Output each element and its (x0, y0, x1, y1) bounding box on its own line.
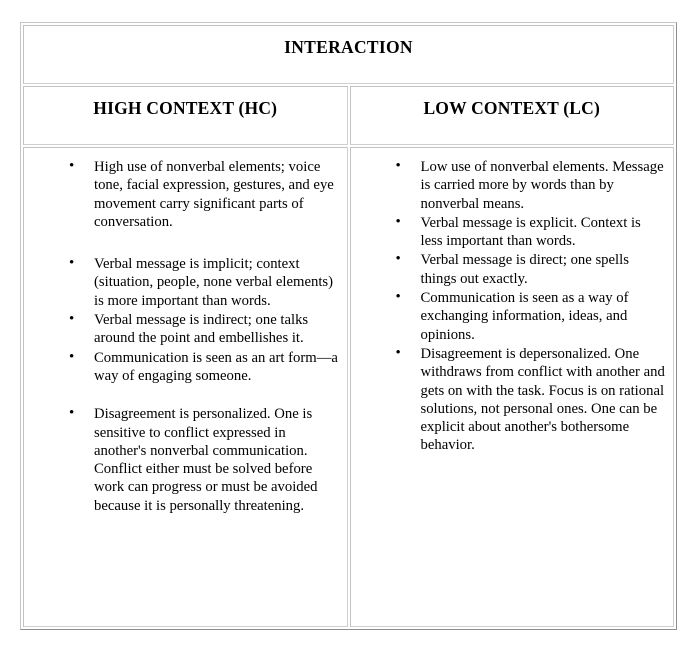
list-item-text: Disagreement is personalized. One is sensitive to conflict expressed in another's nonverbal communication. Conflict either must be solved before work can progress or must be avoided because it is personally threatening. (94, 406, 318, 514)
list-item (24, 255, 347, 310)
column-header-low-context (350, 86, 675, 145)
list-item-text: High use of nonverbal elements; voice tone, facial expression, gestures, and eye movement carry significant parts of conversation. (94, 159, 334, 230)
low-context-cell (350, 147, 675, 627)
bullet-icon: • (395, 251, 401, 268)
table-title: INTERACTION (284, 37, 413, 57)
content-row (23, 147, 674, 627)
list-item (24, 158, 347, 231)
high-context-cell (23, 147, 348, 627)
list-item (24, 405, 347, 515)
low-context-header-label: LOW CONTEXT (LC) (423, 98, 601, 118)
list-item-text: Low use of nonverbal elements. Message is carried more by words than by nonverbal means. (420, 159, 664, 212)
bullet-icon: • (69, 348, 75, 365)
bullet-icon: • (395, 344, 401, 361)
list-item (24, 311, 347, 348)
low-context-list (351, 158, 674, 455)
list-item-text: Communication is seen as a way of exchanging information, ideas, and opinions. (420, 290, 629, 343)
comparison-table (20, 22, 677, 630)
list-item-text: Disagreement is depersonalized. One withdraws from conflict with another and gets on with the task. Focus is on rational solutions, not personal ones. One can be explicit about another's bothersome behavior. (420, 345, 665, 454)
list-item-text: Verbal message is indirect; one talks around the point and embellishes it. (94, 312, 309, 347)
list-item (351, 214, 674, 251)
bullet-icon: • (69, 311, 75, 328)
high-context-list (24, 158, 347, 515)
table-title-cell (23, 25, 674, 84)
list-item-text: Verbal message is direct; one spells things out exactly. (420, 252, 629, 287)
list-item-text: Communication is seen as an art form—a way of engaging someone. (94, 349, 338, 384)
list-item-text: Verbal message is explicit. Context is less important than words. (420, 214, 641, 250)
bullet-icon: • (69, 405, 75, 422)
list-item-text: Verbal message is implicit; context (situation, people, none verbal elements) is more important than words. (94, 256, 334, 309)
high-context-header-label: HIGH CONTEXT (HC) (93, 98, 278, 118)
bullet-icon: • (395, 213, 401, 230)
bullet-icon: • (69, 158, 75, 174)
title-row (23, 25, 674, 84)
bullet-icon: • (69, 255, 75, 272)
list-item (24, 349, 347, 386)
column-header-row (23, 86, 674, 145)
list-item (351, 251, 674, 288)
list-item (351, 345, 674, 455)
list-item (351, 289, 674, 344)
list-item (351, 158, 674, 213)
bullet-icon: • (395, 289, 401, 306)
column-header-high-context (23, 86, 348, 145)
bullet-icon: • (395, 158, 401, 174)
